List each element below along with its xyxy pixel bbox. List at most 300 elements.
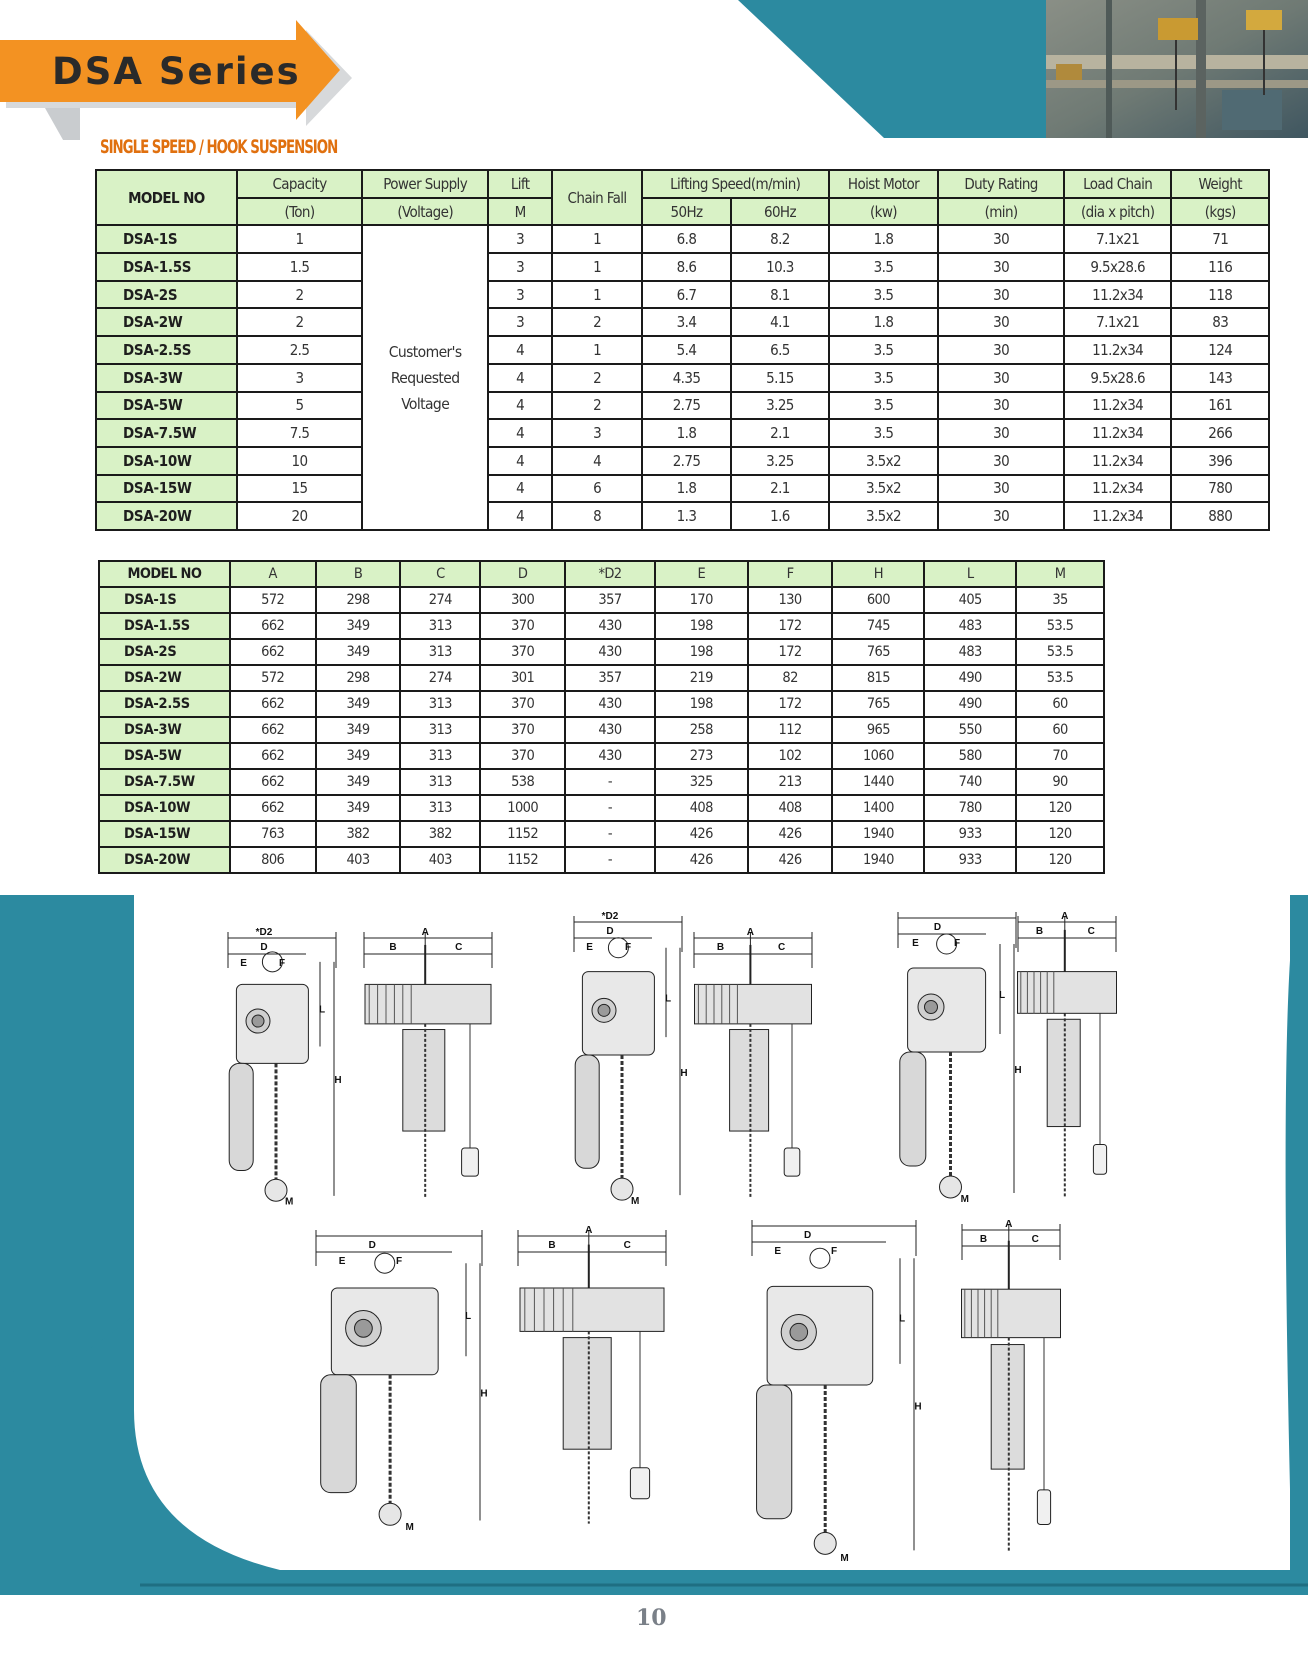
dim-cell: 1440 <box>832 769 924 795</box>
dim-cell: 370 <box>480 691 565 717</box>
dim-cell: 662 <box>230 743 316 769</box>
duty-cell: 30 <box>938 308 1064 336</box>
capacity-cell: 1 <box>237 225 363 253</box>
dim-cell: 1152 <box>480 821 565 847</box>
dim-cell: 426 <box>655 821 748 847</box>
weight-cell: 83 <box>1171 308 1269 336</box>
duty-cell: 30 <box>938 392 1064 420</box>
dim-header: MODEL NO <box>99 561 230 587</box>
model-cell: DSA-10W <box>96 447 237 475</box>
table-row <box>96 447 1269 475</box>
dim-cell: 426 <box>655 847 748 873</box>
header-lift: Lift <box>488 170 552 198</box>
dim-header: M <box>1016 561 1104 587</box>
fall-cell: 6 <box>552 475 641 503</box>
dim-cell: - <box>565 847 655 873</box>
dim-cell: 370 <box>480 743 565 769</box>
dim-cell: 112 <box>748 717 833 743</box>
lift-cell: 4 <box>488 364 552 392</box>
dim-cell: 600 <box>832 587 924 613</box>
duty-cell: 30 <box>938 419 1064 447</box>
dim-cell: 662 <box>230 639 316 665</box>
dim-cell: 572 <box>230 665 316 691</box>
table-row <box>99 613 1104 639</box>
capacity-cell: 3 <box>237 364 363 392</box>
dim-cell: 662 <box>230 769 316 795</box>
lift-cell: 4 <box>488 336 552 364</box>
dim-cell: 580 <box>924 743 1016 769</box>
dimension-label: E <box>240 958 247 969</box>
model-cell: DSA-7.5W <box>96 419 237 447</box>
dimension-label: E <box>338 1256 346 1267</box>
dim-cell: 483 <box>924 639 1016 665</box>
dimension-label: A <box>1061 912 1069 922</box>
dim-cell: 662 <box>230 691 316 717</box>
dimension-label: F <box>953 938 961 949</box>
duty-cell: 30 <box>938 336 1064 364</box>
dim-cell: 325 <box>655 769 748 795</box>
dim-cell: 213 <box>748 769 833 795</box>
dim-cell: 349 <box>316 691 401 717</box>
fall-cell: 1 <box>552 281 641 309</box>
dimension-label: D <box>803 1230 812 1241</box>
dim-cell: 403 <box>316 847 401 873</box>
dim-cell: 426 <box>748 821 833 847</box>
dim-cell: 313 <box>400 613 480 639</box>
single-fall-side-drawing <box>222 928 342 1210</box>
table-row <box>96 225 1269 253</box>
s60-cell: 3.25 <box>731 392 828 420</box>
dimension-label: E <box>774 1246 782 1257</box>
dim-cell: 430 <box>565 717 655 743</box>
dimension-label: M <box>960 1194 969 1205</box>
header-duty-unit: (min) <box>938 198 1064 226</box>
header-motor-unit: (kw) <box>829 198 939 226</box>
dimension-label: L <box>318 1004 326 1016</box>
header-weight-unit: (kgs) <box>1171 198 1269 226</box>
dimension-label: H <box>680 1067 688 1079</box>
header-power: Power Supply <box>362 170 488 198</box>
dim-cell: 313 <box>400 639 480 665</box>
model-cell: DSA-1S <box>96 225 237 253</box>
model-cell: DSA-3W <box>99 717 230 743</box>
s50-cell: 6.7 <box>642 281 731 309</box>
capacity-cell: 10 <box>237 447 363 475</box>
dim-cell: 349 <box>316 795 401 821</box>
dim-cell: 405 <box>924 587 1016 613</box>
header-chain: Load Chain <box>1064 170 1172 198</box>
table-row <box>96 336 1269 364</box>
s60-cell: 8.1 <box>731 281 828 309</box>
table-header-row <box>99 561 1104 587</box>
fall-cell: 2 <box>552 392 641 420</box>
model-cell: DSA-2.5S <box>96 336 237 364</box>
weight-cell: 116 <box>1171 253 1269 281</box>
dim-cell: 313 <box>400 795 480 821</box>
page-number: 10 <box>636 1605 667 1631</box>
capacity-cell: 2.5 <box>237 336 363 364</box>
duty-cell: 30 <box>938 447 1064 475</box>
dim-cell: 490 <box>924 665 1016 691</box>
dimension-label: F <box>278 958 286 969</box>
dimension-label: B <box>1035 926 1044 937</box>
s60-cell: 1.6 <box>731 502 828 530</box>
lift-cell: 3 <box>488 281 552 309</box>
table-row <box>96 419 1269 447</box>
chain-cell: 11.2x34 <box>1064 475 1172 503</box>
table-row <box>99 691 1104 717</box>
dimension-label: C <box>1031 1234 1039 1245</box>
fall-cell: 1 <box>552 336 641 364</box>
dim-header: *D2 <box>565 561 655 587</box>
series-title: DSA Series <box>52 50 301 93</box>
dim-cell: 313 <box>400 743 480 769</box>
s50-cell: 4.35 <box>642 364 731 392</box>
dim-cell: 274 <box>400 587 480 613</box>
dimension-label: E <box>586 942 593 953</box>
dimension-label: H <box>480 1388 488 1400</box>
dim-cell: 70 <box>1016 743 1104 769</box>
dim-cell: 430 <box>565 613 655 639</box>
chain-cell: 11.2x34 <box>1064 447 1172 475</box>
dimension-label: B <box>716 942 725 953</box>
dim-cell: 1000 <box>480 795 565 821</box>
hoist-photo-icon <box>1046 0 1308 138</box>
fall-cell: 3 <box>552 419 641 447</box>
power-supply-line: Requested <box>390 368 460 387</box>
dimension-label: A <box>585 1226 593 1236</box>
dim-header: B <box>316 561 401 587</box>
dimension-label: L <box>898 1313 906 1325</box>
duty-cell: 30 <box>938 225 1064 253</box>
fall-cell: 1 <box>552 253 641 281</box>
dim-cell: 172 <box>748 613 833 639</box>
dimension-label: H <box>914 1401 922 1413</box>
dim-cell: 198 <box>655 639 748 665</box>
s50-cell: 6.8 <box>642 225 731 253</box>
dim-cell: 300 <box>480 587 565 613</box>
s50-cell: 8.6 <box>642 253 731 281</box>
dim-cell: 1400 <box>832 795 924 821</box>
header-chain-unit: (dia x pitch) <box>1064 198 1172 226</box>
table-row <box>96 364 1269 392</box>
dim-cell: 1940 <box>832 847 924 873</box>
dim-cell: 763 <box>230 821 316 847</box>
dimension-label: F <box>395 1256 403 1267</box>
power-supply-line: Customer's <box>388 342 462 361</box>
dimension-label: C <box>777 942 786 953</box>
header-60hz: 60Hz <box>731 198 828 226</box>
s60-cell: 2.1 <box>731 419 828 447</box>
dim-cell: - <box>565 769 655 795</box>
header-motor: Hoist Motor <box>829 170 939 198</box>
double-fall-front-drawing <box>1012 912 1122 1210</box>
dimension-label: L <box>464 1311 472 1322</box>
dimension-label: *D2 <box>255 928 273 938</box>
model-cell: DSA-2.5S <box>99 691 230 717</box>
dimension-label: C <box>1087 926 1095 937</box>
s50-cell: 1.3 <box>642 502 731 530</box>
dim-cell: 745 <box>832 613 924 639</box>
model-cell: DSA-1.5S <box>99 613 230 639</box>
model-cell: DSA-2S <box>99 639 230 665</box>
table-row <box>96 475 1269 503</box>
single-fall-lever-front-drawing <box>688 928 818 1210</box>
model-cell: DSA-2W <box>96 308 237 336</box>
model-cell: DSA-2W <box>99 665 230 691</box>
eight-fall-front-drawing <box>956 1220 1066 1566</box>
dim-cell: 35 <box>1016 587 1104 613</box>
table-row <box>99 665 1104 691</box>
quad-fall-side-drawing <box>310 1226 488 1536</box>
dim-cell: 765 <box>832 691 924 717</box>
dim-cell: 572 <box>230 587 316 613</box>
dim-cell: 273 <box>655 743 748 769</box>
table-row <box>99 795 1104 821</box>
power-supply-cell <box>362 225 488 530</box>
motor-cell: 3.5x2 <box>829 447 939 475</box>
dim-cell: 550 <box>924 717 1016 743</box>
dim-cell: 1060 <box>832 743 924 769</box>
chain-cell: 11.2x34 <box>1064 419 1172 447</box>
dim-cell: 490 <box>924 691 1016 717</box>
header-capacity: Capacity <box>237 170 363 198</box>
dimension-label: M <box>405 1521 414 1533</box>
header-power-unit: (Voltage) <box>362 198 488 226</box>
chain-cell: 11.2x34 <box>1064 392 1172 420</box>
dimension-label: H <box>334 1075 342 1087</box>
lift-cell: 4 <box>488 392 552 420</box>
weight-cell: 124 <box>1171 336 1269 364</box>
header-lift-unit: M <box>488 198 552 226</box>
s60-cell: 4.1 <box>731 308 828 336</box>
dim-cell: 780 <box>924 795 1016 821</box>
dim-cell: 370 <box>480 613 565 639</box>
dim-cell: 172 <box>748 691 833 717</box>
table-row <box>96 502 1269 530</box>
model-cell: DSA-15W <box>99 821 230 847</box>
dim-cell: 1940 <box>832 821 924 847</box>
capacity-cell: 15 <box>237 475 363 503</box>
weight-cell: 143 <box>1171 364 1269 392</box>
dim-cell: 430 <box>565 691 655 717</box>
dimension-label: C <box>455 942 463 953</box>
dimension-label: M <box>631 1196 640 1208</box>
dimension-label: C <box>623 1240 631 1251</box>
table-row <box>99 769 1104 795</box>
s60-cell: 2.1 <box>731 475 828 503</box>
chain-cell: 11.2x34 <box>1064 336 1172 364</box>
dim-cell: 765 <box>832 639 924 665</box>
dim-cell: 662 <box>230 717 316 743</box>
double-fall-side-drawing <box>892 908 1022 1208</box>
header-weight: Weight <box>1171 170 1269 198</box>
dim-cell: 198 <box>655 613 748 639</box>
table-row <box>96 308 1269 336</box>
duty-cell: 30 <box>938 281 1064 309</box>
lift-cell: 3 <box>488 308 552 336</box>
chain-cell: 11.2x34 <box>1064 502 1172 530</box>
s50-cell: 1.8 <box>642 475 731 503</box>
dim-cell: 382 <box>400 821 480 847</box>
table-row <box>99 639 1104 665</box>
motor-cell: 3.5 <box>829 419 939 447</box>
dim-cell: 90 <box>1016 769 1104 795</box>
dimension-label: A <box>1005 1220 1013 1230</box>
dimension-label: A <box>421 928 429 938</box>
dimension-label: D <box>368 1240 376 1251</box>
dim-cell: 1152 <box>480 847 565 873</box>
lift-cell: 4 <box>488 419 552 447</box>
dim-cell: 426 <box>748 847 833 873</box>
dim-cell: 965 <box>832 717 924 743</box>
dimension-label: F <box>624 942 632 953</box>
dim-cell: 53.5 <box>1016 639 1104 665</box>
dimension-label: D <box>933 922 942 933</box>
dim-cell: 258 <box>655 717 748 743</box>
dim-cell: - <box>565 821 655 847</box>
capacity-cell: 20 <box>237 502 363 530</box>
s50-cell: 5.4 <box>642 336 731 364</box>
header-chain-fall: Chain Fall <box>552 170 641 225</box>
fall-cell: 2 <box>552 308 641 336</box>
dim-header: F <box>748 561 833 587</box>
motor-cell: 3.5 <box>829 253 939 281</box>
dim-cell: 403 <box>400 847 480 873</box>
dim-cell: 120 <box>1016 795 1104 821</box>
dimension-label: *D2 <box>601 912 619 922</box>
table-row <box>99 587 1104 613</box>
model-cell: DSA-7.5W <box>99 769 230 795</box>
dim-cell: 815 <box>832 665 924 691</box>
header-lifting-speed: Lifting Speed(m/min) <box>642 170 829 198</box>
motor-cell: 3.5 <box>829 281 939 309</box>
dim-cell: 313 <box>400 691 480 717</box>
dim-cell: 313 <box>400 769 480 795</box>
dim-cell: 349 <box>316 639 401 665</box>
s50-cell: 1.8 <box>642 419 731 447</box>
dimension-label: H <box>1014 1065 1022 1076</box>
weight-cell: 780 <box>1171 475 1269 503</box>
quad-fall-front-drawing <box>512 1226 672 1536</box>
s50-cell: 3.4 <box>642 308 731 336</box>
dim-cell: 120 <box>1016 847 1104 873</box>
dim-cell: 483 <box>924 613 1016 639</box>
dim-header: A <box>230 561 316 587</box>
subtitle: SINGLE SPEED / HOOK SUSPENSION <box>100 136 338 158</box>
dim-cell: 662 <box>230 613 316 639</box>
motor-cell: 3.5x2 <box>829 502 939 530</box>
dim-cell: 933 <box>924 821 1016 847</box>
dim-cell: 370 <box>480 717 565 743</box>
dim-cell: 301 <box>480 665 565 691</box>
header-capacity-unit: (Ton) <box>237 198 363 226</box>
model-cell: DSA-1.5S <box>96 253 237 281</box>
weight-cell: 880 <box>1171 502 1269 530</box>
capacity-cell: 7.5 <box>237 419 363 447</box>
duty-cell: 30 <box>938 364 1064 392</box>
header-duty: Duty Rating <box>938 170 1064 198</box>
dim-cell: 382 <box>316 821 401 847</box>
motor-cell: 3.5 <box>829 392 939 420</box>
dim-cell: 60 <box>1016 717 1104 743</box>
dim-cell: 349 <box>316 769 401 795</box>
dimension-label: B <box>548 1240 556 1251</box>
s60-cell: 6.5 <box>731 336 828 364</box>
dimension-label: B <box>389 942 397 953</box>
dim-header: D <box>480 561 565 587</box>
fall-cell: 1 <box>552 225 641 253</box>
dim-cell: - <box>565 795 655 821</box>
dimension-label: D <box>606 926 614 937</box>
fall-cell: 2 <box>552 364 641 392</box>
table-row <box>96 392 1269 420</box>
s60-cell: 3.25 <box>731 447 828 475</box>
dim-header: C <box>400 561 480 587</box>
dimension-table <box>98 560 1105 874</box>
single-fall-front-drawing <box>358 928 498 1210</box>
dim-cell: 102 <box>748 743 833 769</box>
weight-cell: 71 <box>1171 225 1269 253</box>
dim-cell: 349 <box>316 743 401 769</box>
dim-cell: 298 <box>316 665 401 691</box>
dim-cell: 430 <box>565 743 655 769</box>
fall-cell: 8 <box>552 502 641 530</box>
dim-cell: 172 <box>748 639 833 665</box>
motor-cell: 1.8 <box>829 308 939 336</box>
dim-cell: 662 <box>230 795 316 821</box>
capacity-cell: 5 <box>237 392 363 420</box>
s60-cell: 10.3 <box>731 253 828 281</box>
table-row <box>99 821 1104 847</box>
table-row <box>96 281 1269 309</box>
lift-cell: 4 <box>488 475 552 503</box>
dim-cell: 170 <box>655 587 748 613</box>
dim-cell: 60 <box>1016 691 1104 717</box>
duty-cell: 30 <box>938 502 1064 530</box>
model-cell: DSA-20W <box>96 502 237 530</box>
dimension-label: L <box>664 993 672 1005</box>
dim-cell: 53.5 <box>1016 665 1104 691</box>
model-cell: DSA-10W <box>99 795 230 821</box>
chain-cell: 7.1x21 <box>1064 308 1172 336</box>
motor-cell: 3.5x2 <box>829 475 939 503</box>
dim-cell: 120 <box>1016 821 1104 847</box>
chain-cell: 9.5x28.6 <box>1064 253 1172 281</box>
model-cell: DSA-3W <box>96 364 237 392</box>
lift-cell: 4 <box>488 502 552 530</box>
s60-cell: 5.15 <box>731 364 828 392</box>
weight-cell: 118 <box>1171 281 1269 309</box>
dim-cell: 82 <box>748 665 833 691</box>
dim-cell: 313 <box>400 717 480 743</box>
header-model: MODEL NO <box>96 170 237 225</box>
dim-cell: 740 <box>924 769 1016 795</box>
duty-cell: 30 <box>938 253 1064 281</box>
dimension-label: A <box>746 928 755 938</box>
motor-cell: 1.8 <box>829 225 939 253</box>
lift-cell: 3 <box>488 225 552 253</box>
table-row <box>96 253 1269 281</box>
dim-header: E <box>655 561 748 587</box>
capacity-cell: 2 <box>237 308 363 336</box>
table-row <box>99 847 1104 873</box>
capacity-cell: 2 <box>237 281 363 309</box>
model-cell: DSA-2S <box>96 281 237 309</box>
dim-cell: 408 <box>655 795 748 821</box>
s50-cell: 2.75 <box>642 447 731 475</box>
dim-cell: 357 <box>565 665 655 691</box>
